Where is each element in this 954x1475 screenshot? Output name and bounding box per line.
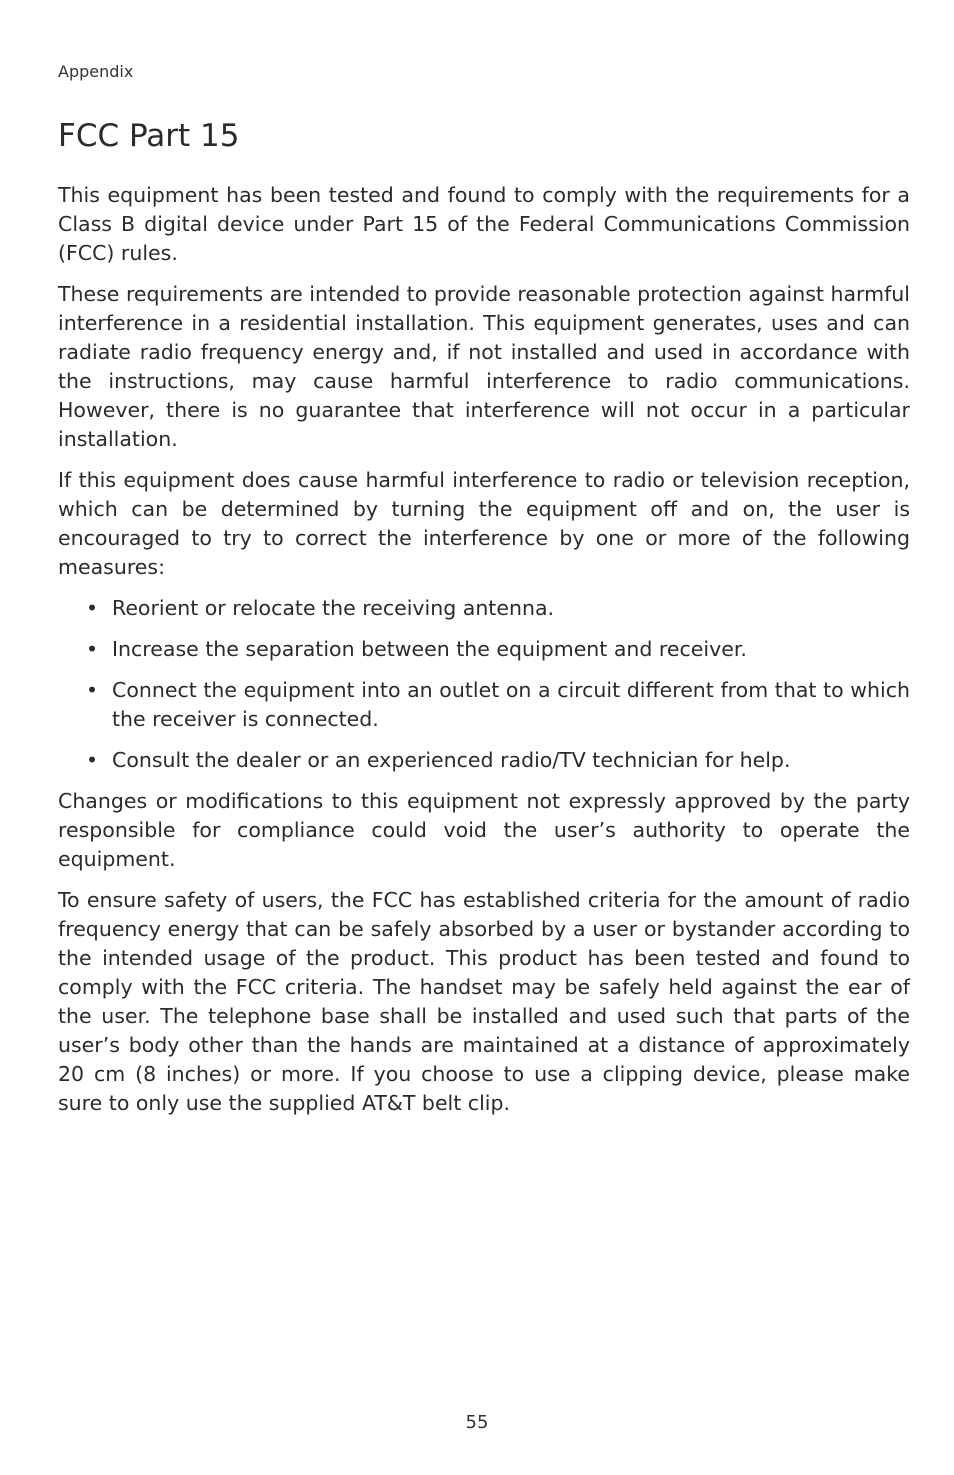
bullet-icon: • <box>86 678 99 702</box>
list-item <box>58 635 910 664</box>
document-body <box>58 181 910 1130</box>
page-number: 55 <box>465 1412 489 1433</box>
list-item <box>58 746 910 775</box>
list-item-text: Consult the dealer or an experienced radio/TV technician for help. <box>112 748 791 772</box>
paragraph-measures-intro: If this equipment does cause harmful interference to radio or television reception, which can be determined by turning the equipment off and on, the user is encouraged to try to correct the interference by one or more of the following measures: <box>58 468 910 579</box>
list-item <box>58 676 910 734</box>
section-label: Appendix <box>58 62 134 81</box>
paragraph-compliance: This equipment has been tested and found to comply with the requirements for a Class B digital device under Part 15 of the Federal Communications Commission (FCC) rules. <box>58 183 910 265</box>
paragraph-modifications: Changes or modifications to this equipment not expressly approved by the party responsible for compliance could void the user’s authority to operate the equipment. <box>58 789 910 871</box>
list-item-text: Reorient or relocate the receiving antenna. <box>112 596 555 620</box>
paragraph-interference: These requirements are intended to provide reasonable protection against harmful interference in a residential installation. This equipment generates, uses and can radiate radio frequency energy and, if not installed and used in accordance with the instructions, may cause harmful interference to radio communications. However, there is no guarantee that interference will not occur in a particular installation. <box>58 282 910 451</box>
list-item-text: Connect the equipment into an outlet on a circuit different from that to which the receiver is connected. <box>112 678 910 731</box>
page-title: FCC Part 15 <box>58 118 240 154</box>
bullet-icon: • <box>86 748 99 772</box>
paragraph-rf-safety: To ensure safety of users, the FCC has established criteria for the amount of radio frequency energy that can be safely absorbed by a user or bystander according to the intended usage of the product. This product has been tested and found to comply with the FCC criteria. The handset may be safely held against the ear of the user. The telephone base shall be installed and used such that parts of the user’s body other than the hands are maintained at a distance of approximately 20 cm (8 inches) or more. If you choose to use a clipping device, please make sure to only use the supplied AT&T belt clip. <box>58 888 910 1115</box>
list-item-text: Increase the separation between the equipment and receiver. <box>112 637 747 661</box>
measures-list <box>58 594 910 775</box>
bullet-icon: • <box>86 637 99 661</box>
list-item <box>58 594 910 623</box>
bullet-icon: • <box>86 596 99 620</box>
